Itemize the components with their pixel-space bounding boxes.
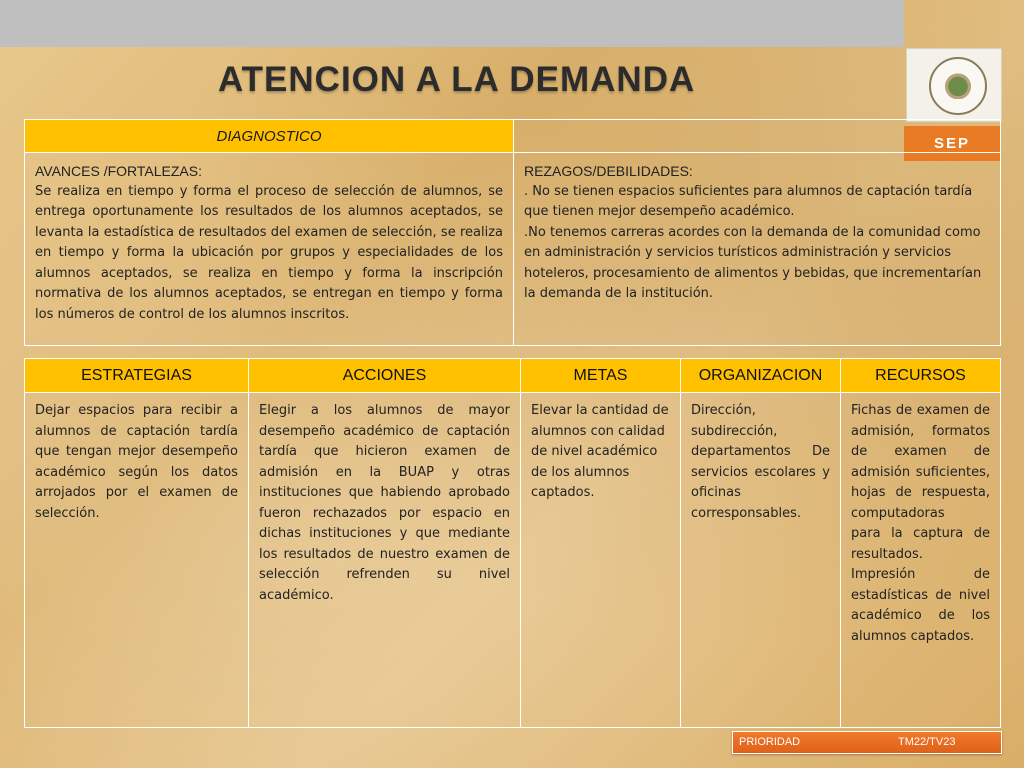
diagnostico-header-empty [514, 120, 1001, 153]
prioridad-code: TM22/TV23 [898, 736, 956, 748]
header-metas: METAS [521, 359, 681, 393]
acciones-cell: Elegir a los alumnos de mayor desempeño académico de captación tardía que hicieron examen de admisión en la BUAP y otras instituciones que habiendo aprobado fueron rechazados por espacio en dichas instituciones y que mediante los resultados de nuestro examen de selección refrenden su nivel académico. [249, 393, 521, 728]
recursos-item: Impresión de estadísticas de nivel académico de los alumnos captados. [851, 567, 990, 644]
rezagos-cell [514, 153, 1001, 346]
top-bar [0, 0, 904, 47]
rezagos-item: . No se tienen espacios suficientes para alumnos de captación tardía que tienen mejor desempeño académico. [524, 183, 973, 219]
avances-text: Se realiza en tiempo y forma el proceso de selección de alumnos, se entrega oportunamente los resultados de los alumnos aceptados, se levanta la estadística de resultados del examen de selección, se realiza en tiempo y forma la ubicación por grupos y especialidades de los alumnos aceptados, se realiza en tiempo y forma la inscripción normativa de los alumnos aceptados, se entregan en tiempo y forma los números de control de los alumnos inscritos. [35, 183, 503, 322]
eagle-emblem-icon [929, 57, 987, 115]
rezagos-label: REZAGOS/DEBILIDADES: [524, 163, 693, 179]
sep-logo: SEP [904, 126, 1000, 161]
prioridad-label: PRIORIDAD [739, 736, 801, 748]
header-recursos: RECURSOS [841, 359, 1001, 393]
header-organizacion: ORGANIZACION [681, 359, 841, 393]
avances-cell [25, 153, 514, 346]
mexico-seal-logo [906, 48, 1002, 122]
diagnostico-table [24, 119, 1001, 346]
page-title: ATENCION A LA DEMANDA [218, 60, 696, 99]
recursos-item: Fichas de examen de admisión, formatos de examen de admisión suficientes, hojas de respuesta, computadoras [851, 403, 990, 521]
diagnostico-header: DIAGNOSTICO [25, 120, 514, 153]
header-acciones: ACCIONES [249, 359, 521, 393]
organizacion-cell: Dirección, subdirección, departamentos De servicios escolares y oficinas corresponsables. [681, 393, 841, 728]
rezagos-item: .No tenemos carreras acordes con la demanda de la comunidad como en administración y servicios turísticos administración y servicios hoteleros, procesamiento de alimentos y bebidas, que incrementarían la demanda de la institución. [524, 224, 982, 301]
plan-table [24, 358, 1001, 728]
estrategias-cell: Dejar espacios para recibir a alumnos de captación tardía que tengan mejor desempeño académico según los datos arrojados por el examen de selección. [25, 393, 249, 728]
metas-cell: Elevar la cantidad de alumnos con calidad de nivel académico de los alumnos captados. [521, 393, 681, 728]
avances-label: AVANCES /FORTALEZAS: [35, 163, 203, 179]
prioridad-badge [732, 731, 1002, 754]
recursos-cell [841, 393, 1001, 728]
header-estrategias: ESTRATEGIAS [25, 359, 249, 393]
recursos-item: para la captura de resultados. [851, 526, 990, 562]
